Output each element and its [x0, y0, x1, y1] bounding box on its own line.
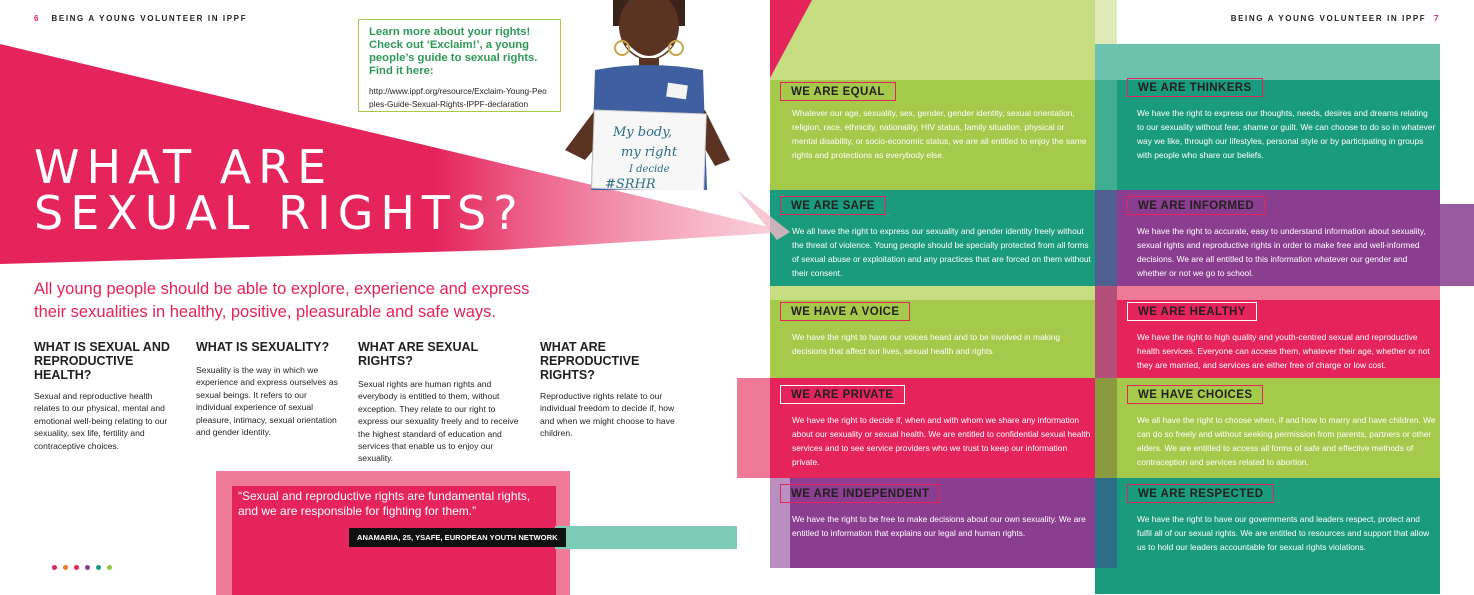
dot-icon [107, 565, 112, 570]
dot-icon [63, 565, 68, 570]
question-block [358, 340, 524, 465]
quote-accent-bar [555, 526, 737, 549]
running-head-left-text: BEING A YOUNG VOLUNTEER IN IPPF [51, 14, 248, 23]
color-block [770, 0, 830, 80]
dot-row [52, 557, 118, 575]
svg-text:#SRHR: #SRHR [605, 177, 656, 190]
page-number-left: 6 [34, 14, 41, 23]
dot-icon [52, 565, 57, 570]
question-block [34, 340, 178, 452]
svg-text:My body,: My body, [613, 125, 673, 140]
right-heading: WE ARE SAFE [780, 196, 886, 215]
svg-text:I decide: I decide [629, 164, 670, 175]
volunteer-photo [555, 0, 745, 190]
color-block [1095, 286, 1117, 378]
right-body: We all have the right to express our sexuality and gender identity freely without the threat of violence. Young people should be specially protected from all forms of sexual abuse or exploitation and any practices that are forced on them without their consent. [792, 226, 1091, 278]
question-heading: WHAT ARE SEXUAL RIGHTS? [358, 340, 478, 368]
question-body: Sexuality is the way in which we experience and express ourselves as sexual beings. It refers to our individual experience of sexual pleasure, intimacy, sexual orientation and gender identity. [196, 365, 338, 438]
right-heading: WE ARE INDEPENDENT [780, 484, 940, 503]
right-heading: WE ARE PRIVATE [780, 385, 905, 404]
color-block [1440, 204, 1474, 286]
exclaim-callout [358, 19, 561, 112]
right-body: We have the right to have our voices heard and to be involved in making decisions that affect our lives, sexual health and rights. [792, 332, 1061, 356]
question-body: Reproductive rights relate to our individual freedom to decide if, how and when we might choose to have children. [540, 391, 675, 439]
question-heading: WHAT IS SEXUAL AND REPRODUCTIVE HEALTH? [34, 340, 170, 382]
right-heading: WE ARE HEALTHY [1127, 302, 1257, 321]
right-body: We have the right to decide if, when and with whom we share any information about our sexuality or sexual health. We are entitled to confidential sexual health services and to see service providers who we trust to keep our information private. [792, 415, 1091, 467]
page-title-line2: SEXUAL RIGHTS? [34, 186, 525, 240]
callout-link[interactable]: http://www.ippf.org/resource/Exclaim-Young-Peoples-Guide-Sexual-Rights-IPPF-declaration [369, 86, 547, 109]
question-heading: WHAT IS SEXUALITY? [196, 340, 330, 354]
color-block [1095, 80, 1117, 190]
question-body: Sexual and reproductive health relates to our physical, mental and emotional well-being relating to our sexuality, sex life, fertility and contraceptive choices. [34, 391, 168, 451]
right-body: We have the right to have our governments and leaders respect, protect and fulfil all of our sexual rights. We are entitled to resources and support that allow us to hold our leaders accountable for sexual rights violations. [1137, 514, 1430, 552]
color-block [770, 286, 1095, 300]
right-body: Whatever our age, sexuality, sex, gender, gender identity, sexual orientation, religion, race, ethnicity, nationality, HIV status, family situation, physical or mental disability, or socio-economic status, we are all entitled to enjoy the same rights and protections as everybody else. [792, 108, 1087, 160]
color-block [1095, 478, 1117, 568]
right-body: We have the right to be free to make decisions about our own sexuality. We are entitled to information that explains our legal and human rights. [792, 514, 1086, 538]
quote-text: “Sexual and reproductive rights are fundamental rights, and we are responsible for fighting for them.” [238, 489, 531, 518]
question-block [196, 340, 342, 438]
color-block [1095, 44, 1440, 80]
quote-attribution: ANAMARIA, 25, YSAFE, EUROPEAN YOUTH NETWORK [349, 528, 566, 547]
running-head-right [1231, 14, 1440, 23]
question-body: Sexual rights are human rights and everybody is entitled to them, without exception. They relate to our right to express our sexuality freely and to receive the highest standard of education and services that enable us to enjoy our sexuality. [358, 379, 519, 464]
page-number-right: 7 [1433, 14, 1440, 23]
dot-icon [85, 565, 90, 570]
right-heading: WE ARE EQUAL [780, 82, 896, 101]
color-block [1095, 378, 1117, 478]
right-body: We all have the right to choose when, if and how to marry and have children. We can do so freely and without seeking permission from parents, partners or other elders. We are entitled to access all forms of safe and effective methods of contraception and services related to abortion. [1137, 415, 1436, 467]
dot-icon [96, 565, 101, 570]
svg-text:my right: my right [621, 145, 678, 160]
question-block [540, 340, 685, 440]
intro-text: All young people should be able to explore, experience and express their sexualities in healthy, positive, pleasurable and safe ways. [34, 280, 530, 321]
page-title-line1: WHAT ARE [34, 140, 334, 194]
running-head-right-text: BEING A YOUNG VOLUNTEER IN IPPF [1230, 14, 1427, 23]
callout-title: Learn more about your rights! Check out ‘Exclaim!’, a young people’s guide to sexual rights. Find it here: [369, 26, 538, 77]
right-heading: WE ARE THINKERS [1127, 78, 1263, 97]
question-heading: WHAT ARE REPRODUCTIVE RIGHTS? [540, 340, 640, 382]
right-body: We have the right to express our thoughts, needs, desires and dreams relating to our sexuality without fear, shame or guilt. We can choose to do so in whatever way we like, through our lifestyles, personal style or by participating in groups with people who share our beliefs. [1137, 108, 1436, 160]
right-body: We have the right to high quality and youth-centred sexual and reproductive health services. Everyone can access them, whatever their age, whether or not they are married, and services are either free of charge or low cost. [1137, 332, 1430, 370]
color-block [1095, 0, 1117, 44]
right-heading: WE ARE INFORMED [1127, 196, 1265, 215]
right-heading: WE HAVE A VOICE [780, 302, 910, 321]
color-block [1095, 190, 1117, 286]
right-heading: WE HAVE CHOICES [1127, 385, 1263, 404]
dot-icon [74, 565, 79, 570]
right-body: We have the right to accurate, easy to understand information about sexuality, sexual rights and reproductive rights in order to make free and well-informed decisions. We are all entitled to this information whatever our gender and whether or not we go to school. [1137, 226, 1426, 278]
right-heading: WE ARE RESPECTED [1127, 484, 1274, 503]
color-block [1095, 286, 1440, 300]
